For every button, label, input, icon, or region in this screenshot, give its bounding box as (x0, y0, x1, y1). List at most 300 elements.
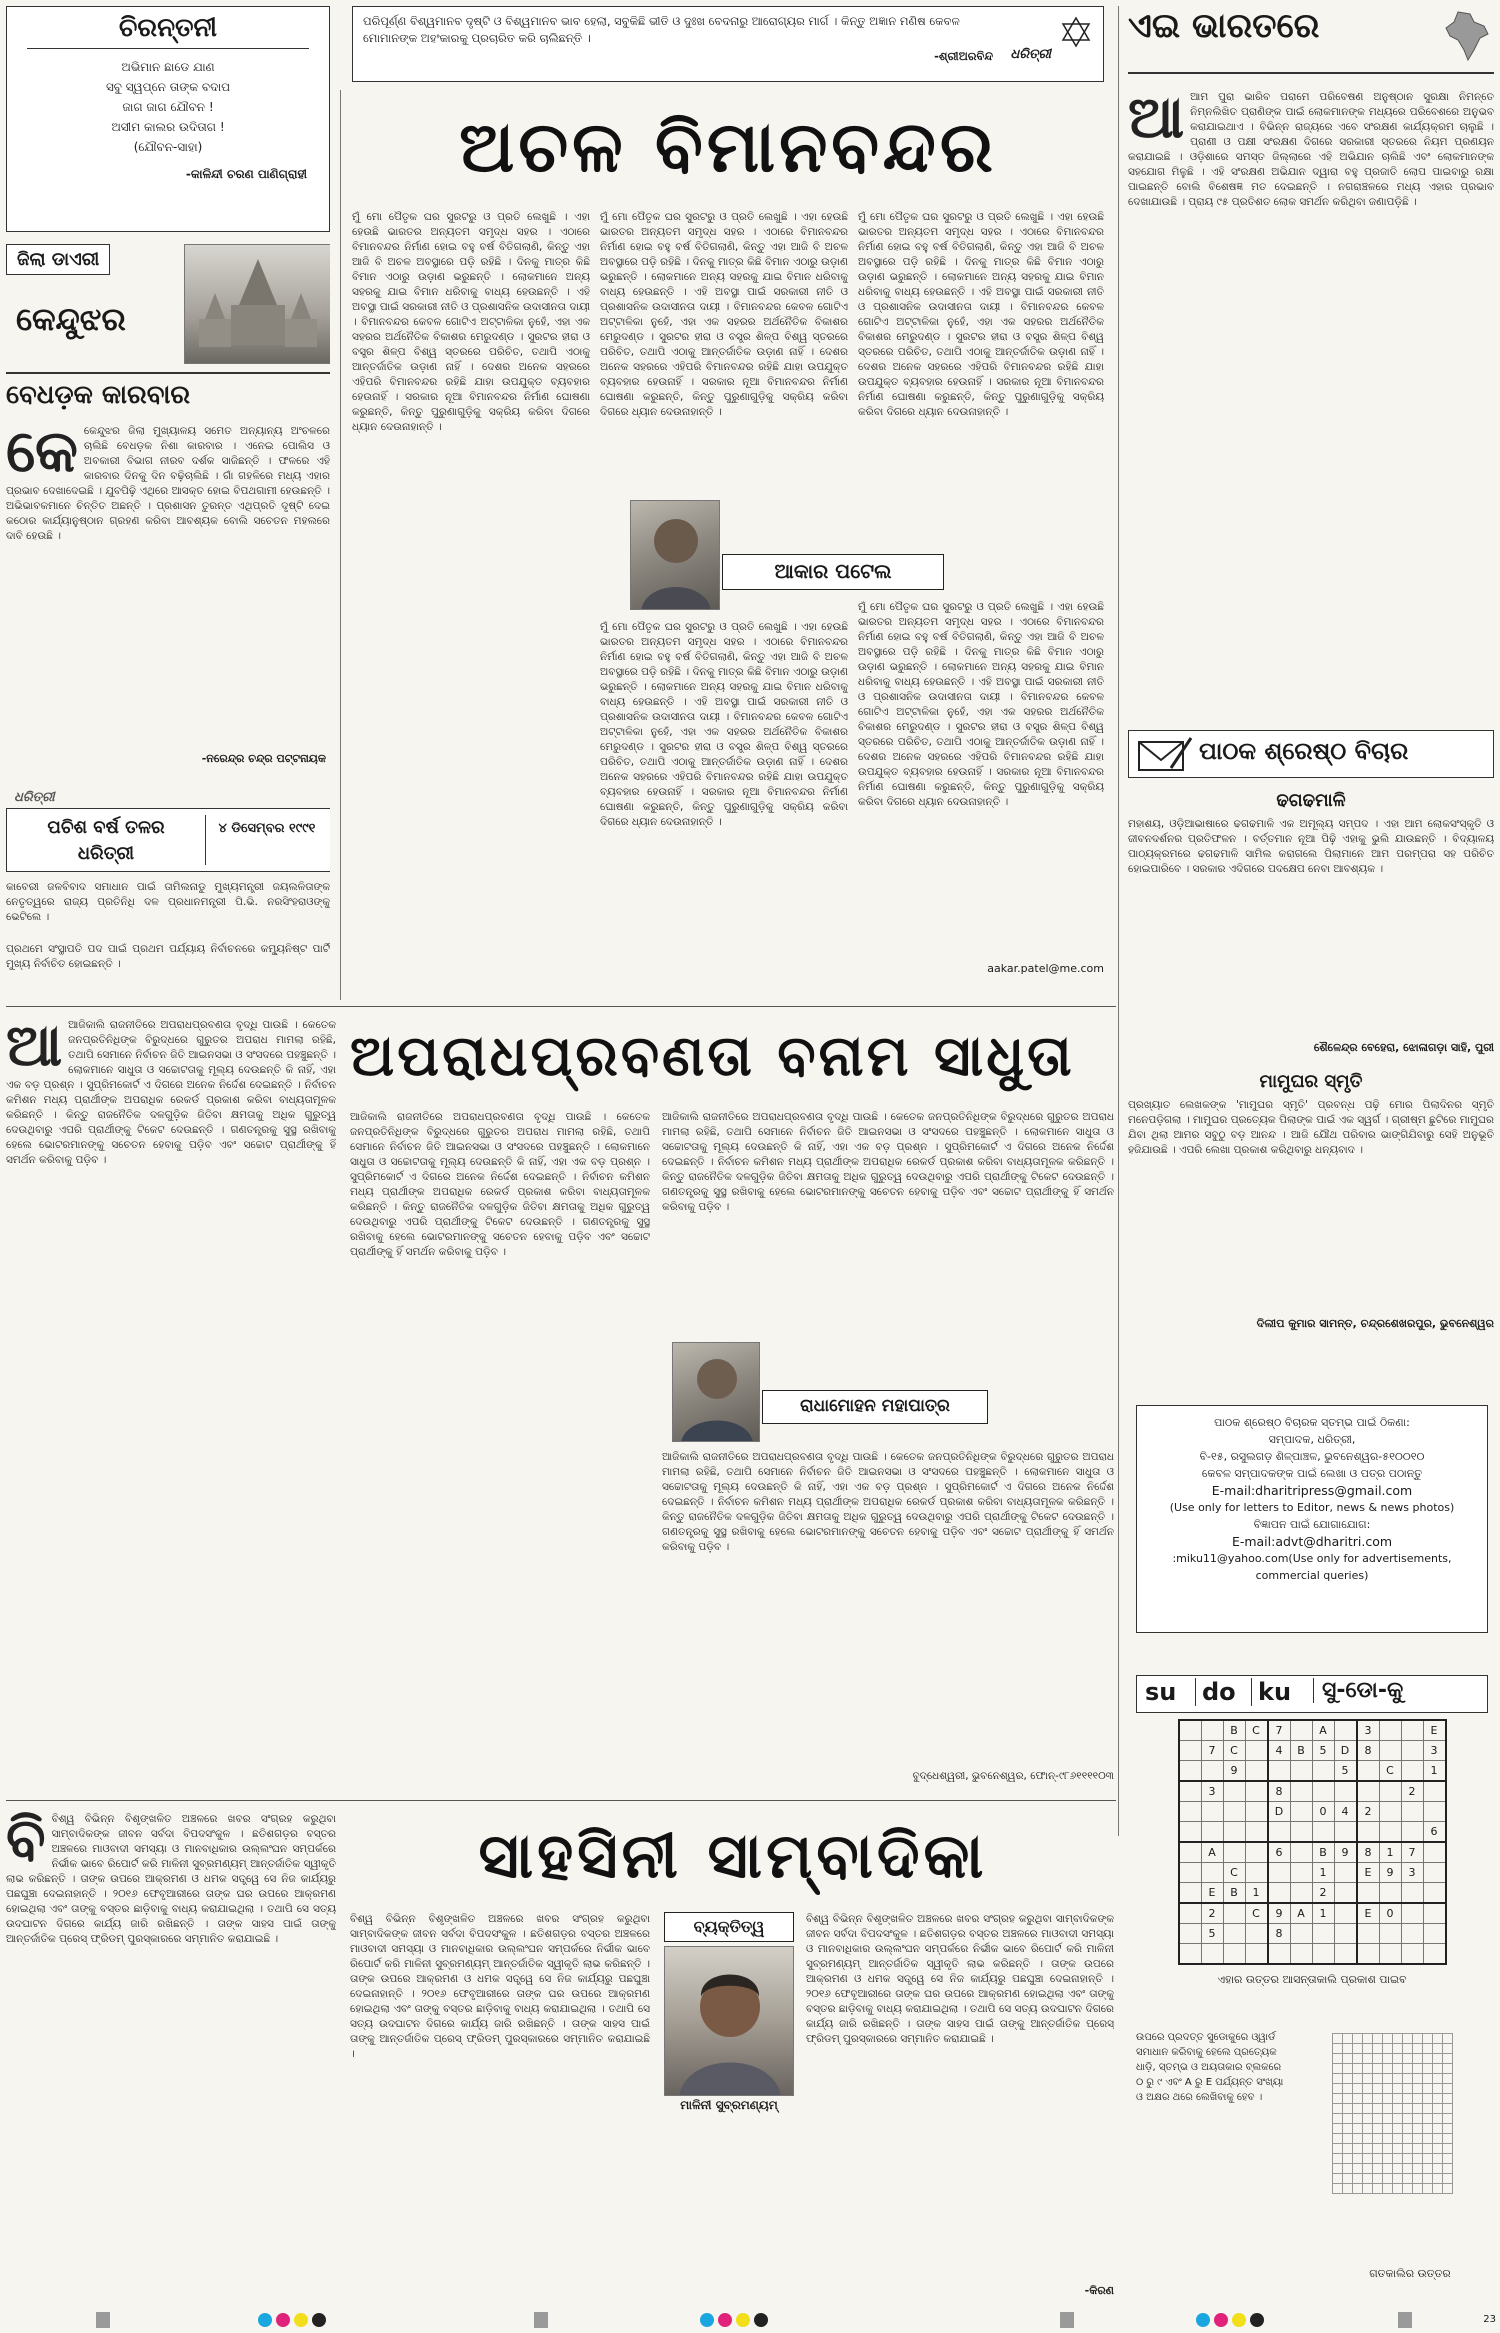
solution-cell (1373, 2094, 1383, 2104)
solution-cell (1383, 2044, 1393, 2054)
sudoku-cell[interactable]: C (1223, 1863, 1245, 1883)
sudoku-cell[interactable]: 2 (1401, 1781, 1423, 1802)
sudoku-cell[interactable]: A (1201, 1842, 1223, 1863)
solution-cell (1443, 2124, 1453, 2134)
crime-dropcap: ଆ (6, 1018, 63, 1079)
sudoku-cell[interactable] (1423, 1863, 1446, 1883)
solution-cell (1383, 2184, 1393, 2194)
sudoku-cell[interactable]: 5 (1334, 1761, 1357, 1782)
sudoku-cell[interactable]: 1 (1423, 1761, 1446, 1782)
sudoku-cell[interactable]: 4 (1334, 1802, 1357, 1822)
solution-cell (1383, 2074, 1393, 2084)
solution-cell (1413, 2164, 1423, 2174)
solution-cell (1373, 2104, 1383, 2114)
solution-cell (1383, 2054, 1393, 2064)
solution-cell (1443, 2084, 1453, 2094)
solution-cell (1433, 2114, 1443, 2124)
sudoku-cell[interactable]: 9 (1334, 1842, 1357, 1863)
sudoku-cell[interactable] (1179, 1863, 1202, 1883)
sudoku-cell[interactable] (1179, 1802, 1202, 1822)
sudoku-cell[interactable]: 3 (1357, 1720, 1380, 1741)
sudoku-cell[interactable] (1223, 1822, 1245, 1843)
sudoku-cell[interactable] (1290, 1944, 1312, 1965)
sudoku-cell[interactable] (1312, 1924, 1334, 1944)
sudoku-cell[interactable] (1290, 1822, 1312, 1843)
pachisha-title: ପଚିଶ ବର୍ଷ ତଳର ଧରିତ୍ରୀ (47, 817, 165, 864)
solution-cell (1393, 2174, 1403, 2184)
sudoku-cell[interactable] (1179, 1741, 1202, 1761)
sudoku-cell[interactable] (1312, 1761, 1334, 1782)
sudoku-cell[interactable] (1401, 1720, 1423, 1741)
solution-cell (1403, 2064, 1413, 2074)
solution-cell (1413, 2084, 1423, 2094)
sudoku-footer: ଏହାର ଉତ୍ତର ଆସନ୍ତାକାଲି ପ୍ରକାଶ ପାଇବ (1217, 1973, 1407, 1986)
advt-email-2[interactable]: :miku11@yahoo.com(Use only for advertisements, commercial queries) (1172, 1552, 1452, 1582)
solution-cell (1363, 2124, 1373, 2134)
sudoku-cell[interactable] (1401, 1802, 1423, 1822)
solution-cell (1443, 2104, 1453, 2114)
sudoku-cell[interactable] (1201, 1822, 1223, 1843)
sudoku-cell[interactable] (1179, 1883, 1202, 1904)
sudoku-title (1136, 1675, 1488, 1713)
sudoku-cell[interactable] (1334, 1720, 1357, 1741)
sudoku-cell[interactable] (1179, 1903, 1202, 1924)
solution-cell (1363, 2034, 1373, 2044)
sudoku-cell[interactable]: B (1223, 1720, 1245, 1741)
jilla-diary-section (6, 244, 330, 784)
portrait-icon (631, 501, 720, 610)
sudoku-row (1179, 1903, 1446, 1924)
sudoku-cell[interactable]: B (1312, 1842, 1334, 1863)
registration-bar (534, 2312, 548, 2328)
solution-cell (1333, 2064, 1343, 2074)
solution-row (1333, 2124, 1453, 2134)
sudoku-cell[interactable]: A (1312, 1720, 1334, 1741)
sudoku-cell[interactable] (1245, 1842, 1268, 1863)
pachisha-logo: ଧରିତ୍ରୀ (14, 790, 55, 805)
sudoku-cell[interactable]: B (1290, 1741, 1312, 1761)
solution-cell (1413, 2144, 1423, 2154)
sudoku-cell[interactable] (1179, 1761, 1202, 1782)
solution-cell (1403, 2184, 1413, 2194)
sudoku-cell[interactable]: 9 (1379, 1863, 1401, 1883)
sudoku-cell[interactable]: E (1357, 1903, 1380, 1924)
sudoku-cell[interactable]: 9 (1268, 1903, 1291, 1924)
solution-cell (1393, 2124, 1403, 2134)
solution-cell (1363, 2154, 1373, 2164)
main-article-email[interactable]: aakar.patel@me.com (987, 962, 1104, 975)
sudoku-cell[interactable] (1334, 1944, 1357, 1965)
solution-cell (1383, 2104, 1393, 2114)
sudoku-cell[interactable] (1401, 1903, 1423, 1924)
sudoku-cell[interactable]: E (1201, 1883, 1223, 1904)
solution-cell (1353, 2144, 1363, 2154)
solution-cell (1413, 2104, 1423, 2114)
black-registration-mark (1250, 2313, 1264, 2327)
sudoku-cell[interactable] (1357, 1944, 1380, 1965)
solution-cell (1353, 2134, 1363, 2144)
solution-cell (1403, 2074, 1413, 2084)
sudoku-cell[interactable]: 8 (1357, 1741, 1380, 1761)
pachisha-item-2: ପ୍ରଥମେ ସଂସ୍ଥାପତି ପଦ ପାଇଁ ପ୍ରଥମ ପର୍ଯ୍ୟାୟ ନିର୍ବାଚନରେ କମ୍ୟୁନିଷ୍ଟ ପାର୍ଟି ମୁଖ୍ୟ ନିର୍ବାଚିତ ହୋଇଛନ୍ତି । (6, 943, 330, 970)
sudoku-cell[interactable]: 2 (1312, 1883, 1334, 1904)
sudoku-cell[interactable] (1423, 1842, 1446, 1863)
sudoku-cell[interactable]: 3 (1401, 1863, 1423, 1883)
crime-address: ବୁଦ୍ଧେଶ୍ୱରୀ, ଭୁବନେଶ୍ୱର, ଫୋନ୍-୯୮୬୧୧୧୧୦୩ (912, 1770, 1114, 1782)
solution-cell (1333, 2054, 1343, 2064)
sudoku-cell[interactable] (1290, 1781, 1312, 1802)
solution-cell (1413, 2154, 1423, 2164)
sudoku-cell[interactable]: 3 (1423, 1741, 1446, 1761)
sudoku-row (1179, 1924, 1446, 1944)
solution-cell (1333, 2184, 1343, 2194)
ajibharat-body: ଆଆମ ପୁରା ଭାରିବ ପରାମେ ପରିବେଷଣ ଅନୁଷ୍ଠାନ ସୁରକ୍ଷା ନିମନ୍ତେ ନିମ୍ନଲିଖିତ ପ୍ରାଣିଙ୍କ ପାଇଁ ଲୋକମାନଙ୍କ ମଧ୍ୟରେ ପରିବେଶରେ ଅନୁଭବ କରାଯାଇଥାଏ । ବିଭିନ୍ନ ରାଜ୍ୟରେ ଏବେ ସଂରକ୍ଷଣ କାର୍ଯ୍ୟକ୍ରମ ଚାଲୁଛି । ପ୍ରାଣୀ ଓ ପକ୍ଷୀ ସଂରକ୍ଷଣ ଦିଗରେ ସରକାରୀ ସ୍ତରରେ ନିୟମ ପ୍ରଣୟନ କରାଯାଇଛି । ଓଡ଼ିଶାରେ ସମସ୍ତ ଜିଲ୍ଲାରେ ଏହି ଅଭିଯାନ ଚାଲିଛି ଏବଂ ଲୋକମାନଙ୍କ ସହଯୋଗ ମିଳୁଛି । ଏହି ସଂରକ୍ଷଣ ଅଭିଯାନ ଦ୍ୱାରା ବହୁ ପ୍ରଜାତି ଲୋପ ପାଇବାରୁ ରକ୍ଷା ପାଇଛନ୍ତି ବୋଲି ବିଶେଷଜ୍ଞ ମତ ଦେଇଛନ୍ତି । ନଗରାଞ୍ଚଳରେ ମଧ୍ୟ ଏହାର ପ୍ରଭାବ ଦେଖାଯାଉଛି । ପ୍ରାୟ ୯୫ ପ୍ରତିଶତ ଲୋକ ସମର୍ଥନ କରିଥିବା ଜଣାପଡ଼ିଛି । (1128, 83, 1494, 208)
sudoku-cell[interactable]: D (1268, 1802, 1291, 1822)
solution-cell (1433, 2094, 1443, 2104)
temple-photo (184, 244, 330, 364)
yellow-registration-mark (736, 2313, 750, 2327)
solution-cell (1413, 2124, 1423, 2134)
quote-text: ପରିପୂର୍ଣ୍ଣ ବିଶ୍ୱମାନବ ଦୃଷ୍ଟି ଓ ବିଶ୍ୱମାନବ ଭାବ ହେଲା, ସବୁକିଛି ଭୀତି ଓ ଦୁଃଖ ବେଦନାରୁ ଆରୋଗ୍ୟର ମାର୍ଗ । କିନ୍ତୁ ଅଜ୍ଞାନ ମଣିଷ କେବଳ ମୋମାନଙ୍କ ଅହଂକାରକୁ ପ୍ରଚାରିତ କରି ଚାଲିଛନ୍ତି । (363, 14, 960, 45)
sudoku-cell[interactable] (1245, 1761, 1268, 1782)
sudoku-cell[interactable] (1179, 1924, 1202, 1944)
sudoku-cell[interactable]: 8 (1357, 1842, 1380, 1863)
editor-email-note: (Use only for letters to Editor, news & news photos) (1169, 1501, 1455, 1514)
reader-header-title: ପାଠକ ଶ୍ରେଷ୍ଠ ବିଚାର (1199, 737, 1409, 765)
author-name-radhamohan: ରାଧାମୋହନ ମହାପାତ୍ର (762, 1390, 988, 1424)
sudoku-cell[interactable] (1290, 1720, 1312, 1741)
solution-row (1333, 2174, 1453, 2184)
jilla-diary-headline: ବେଧଡ଼କ କାରବାର (6, 372, 330, 411)
solution-cell (1333, 2114, 1343, 2124)
sudoku-solution-grid (1332, 2033, 1453, 2194)
solution-cell (1433, 2034, 1443, 2044)
solution-cell (1343, 2034, 1353, 2044)
sudoku-cell[interactable] (1268, 1944, 1291, 1965)
sudoku-cell[interactable] (1401, 1944, 1423, 1965)
sudoku-cell[interactable] (1268, 1822, 1291, 1843)
solution-cell (1423, 2154, 1433, 2164)
solution-cell (1373, 2034, 1383, 2044)
sudoku-cell[interactable] (1290, 1761, 1312, 1782)
sudoku-cell[interactable] (1179, 1720, 1202, 1741)
solution-row (1333, 2054, 1453, 2064)
sudoku-cell[interactable] (1223, 1903, 1245, 1924)
main-article-col-3: ମୁଁ ମୋ ପୈତୃକ ଘର ସୁରଟରୁ ଓ ପ୍ରତି ଲେଖୁଛି । ଏହା ହେଉଛି ଭାରତର ଅନ୍ୟତମ ସମୃଦ୍ଧ ସହର । ଏଠାରେ ବିମାନବନ୍ଦର ନିର୍ମାଣ ହୋଇ ବହୁ ବର୍ଷ ବିତିଗଲାଣି, କିନ୍ତୁ ଏହା ଆଜି ବି ଅଚଳ ଅବସ୍ଥାରେ ପଡ଼ି ରହିଛି । ଦିନକୁ ମାତ୍ର କିଛି ବିମାନ ଏଠାରୁ ଉଡ଼ାଣ ଭରୁଛନ୍ତି । ଲୋକମାନେ ଅନ୍ୟ ସହରକୁ ଯାଇ ବିମାନ ଧରିବାକୁ ବାଧ୍ୟ ହେଉଛନ୍ତି । ଏହି ଅବସ୍ଥା ପାଇଁ ସରକାରୀ ନୀତି ଓ ପ୍ରଶାସନିକ ଉଦାସୀନତା ଦାୟୀ । ବିମାନବନ୍ଦର କେବଳ ଗୋଟିଏ ଅଟ୍ଟାଳିକା ନୁହେଁ, ଏହା ଏକ ସହରର ଅର୍ଥନୈତିକ ବିକାଶର ମେରୁଦଣ୍ଡ । ସୁରଟର ହୀରା ଓ ବସ୍ତ୍ର ଶିଳ୍ପ ବିଶ୍ୱ ସ୍ତରରେ ପରିଚିତ, ତଥାପି ଏଠାକୁ ଆନ୍ତର୍ଜାତିକ ଉଡ଼ାଣ ନାହିଁ । ଦେଶର ଅନେକ ସହରରେ ଏହିପରି ବିମାନବନ୍ଦର ରହିଛି ଯାହା ଉପଯୁକ୍ତ ବ୍ୟବହାର ହେଉନାହିଁ । ସରକାର ନୂଆ ବିମାନବନ୍ଦର ନିର୍ମାଣ ଘୋଷଣା କରୁଛନ୍ତି, କିନ୍ତୁ ପୁରୁଣାଗୁଡ଼ିକୁ ସକ୍ରିୟ କରିବା ଦିଗରେ ଧ୍ୟାନ ଦେଉନାହାନ୍ତି । (858, 211, 1104, 418)
sudoku-cell[interactable]: 0 (1379, 1903, 1401, 1924)
solution-cell (1443, 2144, 1453, 2154)
solution-cell (1373, 2074, 1383, 2084)
sudoku-cell[interactable] (1201, 1761, 1223, 1782)
sudoku-cell[interactable] (1245, 1944, 1268, 1965)
solution-cell (1423, 2094, 1433, 2104)
sudoku-cell[interactable] (1334, 1822, 1357, 1843)
solution-cell (1403, 2044, 1413, 2054)
solution-cell (1403, 2084, 1413, 2094)
contact-line-4: କେବଳ ସମ୍ପାଦକଙ୍କ ପାଇଁ ଲେଖା ଓ ପତ୍ର ପଠାନ୍ତୁ (1201, 1467, 1423, 1480)
sudoku-cell[interactable] (1268, 1761, 1291, 1782)
letter-1-author: ଶୈଳେନ୍ଦ୍ର ବେହେରା, ଝୋଳାଗଡ଼ା ସାହି, ପୁରୀ (1313, 1041, 1494, 1054)
sudoku-cell[interactable]: A (1290, 1903, 1312, 1924)
sudoku-cell[interactable] (1379, 1781, 1401, 1802)
sudoku-cell[interactable] (1334, 1781, 1357, 1802)
solution-cell (1343, 2144, 1353, 2154)
contact-line-2: ସମ୍ପାଦକ, ଧରିତ୍ରୀ, (1268, 1433, 1356, 1446)
sudoku-cell[interactable]: C (1245, 1903, 1268, 1924)
quote-author: -ଶ୍ରୀଅରବିନ୍ଦ (934, 49, 993, 63)
solution-cell (1363, 2174, 1373, 2184)
sudoku-cell[interactable] (1334, 1924, 1357, 1944)
solution-cell (1383, 2154, 1393, 2164)
sudoku-cell[interactable]: 3 (1201, 1781, 1223, 1802)
sudoku-cell[interactable] (1423, 1802, 1446, 1822)
solution-cell (1333, 2124, 1343, 2134)
solution-cell (1373, 2064, 1383, 2074)
solution-cell (1393, 2044, 1403, 2054)
sudoku-cell[interactable]: 7 (1401, 1842, 1423, 1863)
solution-row (1333, 2154, 1453, 2164)
sudoku-cell[interactable] (1201, 1863, 1223, 1883)
solution-cell (1373, 2164, 1383, 2174)
pachisha-section (6, 790, 330, 1000)
solution-cell (1333, 2104, 1343, 2114)
solution-cell (1353, 2084, 1363, 2094)
sudoku-cell[interactable]: 8 (1268, 1924, 1291, 1944)
sudoku-cell[interactable]: E (1357, 1863, 1380, 1883)
sudoku-cell[interactable] (1290, 1883, 1312, 1904)
sudoku-row (1179, 1761, 1446, 1782)
sudoku-cell[interactable] (1379, 1924, 1401, 1944)
crime-col-3: ଆଜିକାଲି ରାଜନୀତିରେ ଅପରାଧପ୍ରବଣତା ବୃଦ୍ଧି ପାଉଛି । କେତେକ ଜନପ୍ରତିନିଧିଙ୍କ ବିରୁଦ୍ଧରେ ଗୁରୁତର ଅପରାଧ ମାମଲା ରହିଛି, ତଥାପି ସେମାନେ ନିର୍ବାଚନ ଜିତି ଆଇନସଭା ଓ ସଂସଦରେ ପହଞ୍ଚୁଛନ୍ତି । ଲୋକମାନେ ସାଧୁତା ଓ ସଚ୍ଚୋଟତାକୁ ମୂଲ୍ୟ ଦେଉଛନ୍ତି କି ନାହିଁ, ଏହା ଏକ ବଡ଼ ପ୍ରଶ୍ନ । ସୁପ୍ରିମକୋର୍ଟ ଏ ଦିଗରେ ଅନେକ ନିର୍ଦ୍ଦେଶ ଦେଇଛନ୍ତି । ନିର୍ବାଚନ କମିଶନ ମଧ୍ୟ ପ୍ରାର୍ଥୀଙ୍କ ଅପରାଧିକ ରେକର୍ଡ ପ୍ରକାଶ କରିବା ବାଧ୍ୟତାମୂଳକ କରିଛନ୍ତି । କିନ୍ତୁ ରାଜନୈତିକ ଦଳଗୁଡ଼ିକ ଜିତିବା କ୍ଷମତାକୁ ଅଧିକ ଗୁରୁତ୍ୱ ଦେଉଥିବାରୁ ଏପରି ପ୍ରାର୍ଥୀଙ୍କୁ ଟିକେଟ ଦେଉଛନ୍ତି । ଗଣତନ୍ତ୍ରକୁ ସୁସ୍ଥ ରଖିବାକୁ ହେଲେ ଭୋଟରମାନଙ୍କୁ ସଚେତନ ହେବାକୁ ପଡ଼ିବ ଏବଂ ସଚ୍ଚୋଟ ପ୍ରାର୍ଥୀଙ୍କୁ ହିଁ ସମର୍ଥନ କରିବାକୁ ପଡ଼ିବ । (662, 1111, 1114, 1213)
sudoku-cell[interactable] (1312, 1822, 1334, 1843)
sudoku-cell[interactable]: 1 (1245, 1883, 1268, 1904)
sudoku-cell[interactable] (1401, 1741, 1423, 1761)
sudoku-cell[interactable]: 2 (1201, 1903, 1223, 1924)
solution-cell (1443, 2074, 1453, 2084)
solution-cell (1413, 2184, 1423, 2194)
solution-cell (1443, 2094, 1453, 2104)
sudoku-cell[interactable]: 9 (1223, 1761, 1245, 1782)
ajibharat-section (1128, 6, 1494, 726)
solution-cell (1433, 2184, 1443, 2194)
solution-cell (1333, 2144, 1343, 2154)
sudoku-cell[interactable] (1179, 1944, 1202, 1965)
author-name-aakar: ଆକାର ପଟେଲ (722, 554, 944, 590)
sudoku-cell[interactable] (1423, 1944, 1446, 1965)
sudoku-cell[interactable]: 7 (1268, 1720, 1291, 1741)
journalist-col-1: ବିବିଶ୍ୱ ବିଭିନ୍ନ ବିଶୃଙ୍ଖଳିତ ଅଞ୍ଚଳରେ ଖବର ସଂଗ୍ରହ କରୁଥିବା ସାମ୍ବାଦିକଙ୍କ ଜୀବନ ସର୍ବଦା ବିପଦସଂକୁଳ । ଛତିଶଗଡ଼ର ବସ୍ତର ଅଞ୍ଚଳରେ ମାଓବାଦୀ ସମସ୍ୟା ଓ ମାନବାଧିକାର ଉଲ୍ଲଂଘନ ସମ୍ପର୍କରେ ନିର୍ଭୀକ ଭାବେ ରିପୋର୍ଟ କରି ମାଳିନୀ ସୁବ୍ରମଣ୍ୟମ୍ ଆନ୍ତର୍ଜାତିକ ସ୍ୱୀକୃତି ଲାଭ କରିଛନ୍ତି । ତାଙ୍କ ଉପରେ ଆକ୍ରମଣ ଓ ଧମକ ସତ୍ତ୍ୱେ ସେ ନିଜ କାର୍ଯ୍ୟରୁ ପଛଘୁଞ୍ଚା ଦେଇନାହାନ୍ତି । ୨୦୧୬ ଫେବୃଆରୀରେ ତାଙ୍କ ଘର ଉପରେ ଆକ୍ରମଣ ହୋଇଥିଲା ଏବଂ ତାଙ୍କୁ ବସ୍ତର ଛାଡ଼ିବାକୁ ବାଧ୍ୟ କରାଯାଇଥିଲା । ତଥାପି ସେ ସତ୍ୟ ଉଦଘାଟନ ଦିଗରେ କାର୍ଯ୍ୟ ଜାରି ରଖିଛନ୍ତି । ତାଙ୍କ ସାହସ ପାଇଁ ତାଙ୍କୁ ଆନ୍ତର୍ଜାତିକ ପ୍ରେସ୍ ଫ୍ରିଡମ୍ ପୁରସ୍କାରରେ ସମ୍ମାନିତ କରାଯାଇଛି । (6, 1812, 336, 1945)
solution-cell (1383, 2174, 1393, 2184)
sudoku-cell[interactable]: 0 (1312, 1802, 1334, 1822)
sudoku-cell[interactable]: 6 (1268, 1842, 1291, 1863)
sudoku-cell[interactable]: C (1379, 1761, 1401, 1782)
sudoku-cell[interactable] (1179, 1822, 1202, 1843)
sudoku-cell[interactable] (1312, 1781, 1334, 1802)
sudoku-cell[interactable] (1268, 1883, 1291, 1904)
sudoku-cell[interactable] (1245, 1822, 1268, 1843)
sudoku-cell[interactable] (1223, 1842, 1245, 1863)
sudoku-cell[interactable]: C (1223, 1741, 1245, 1761)
solution-cell (1383, 2124, 1393, 2134)
sudoku-cell[interactable] (1223, 1802, 1245, 1822)
sudoku-cell[interactable] (1179, 1842, 1202, 1863)
solution-cell (1413, 2134, 1423, 2144)
editor-email[interactable]: E-mail:dharitripress@gmail.com (1211, 1483, 1413, 1498)
sudoku-cell[interactable] (1401, 1822, 1423, 1843)
sudoku-grid[interactable] (1178, 1719, 1447, 1965)
sudoku-cell[interactable]: 1 (1312, 1863, 1334, 1883)
letter-2-author: ଦିଲୀପ କୁମାର ସାମନ୍ତ, ଚନ୍ଦ୍ରଶେଖରପୁର, ଭୁବନେଶ୍ୱର (1256, 1317, 1494, 1330)
solution-cell (1443, 2114, 1453, 2124)
sudoku-cell[interactable]: 5 (1201, 1924, 1223, 1944)
solution-cell (1403, 2114, 1413, 2124)
jilla-diary-author: -ନରେନ୍ଦ୍ର ଚନ୍ଦ୍ର ପଟ୍ଟନାୟକ (201, 752, 326, 765)
sudoku-cell[interactable] (1423, 1781, 1446, 1802)
solution-cell (1393, 2134, 1403, 2144)
main-article-col-2b: ମୁଁ ମୋ ପୈତୃକ ଘର ସୁରଟରୁ ଓ ପ୍ରତି ଲେଖୁଛି । ଏହା ହେଉଛି ଭାରତର ଅନ୍ୟତମ ସମୃଦ୍ଧ ସହର । ଏଠାରେ ବିମାନବନ୍ଦର ନିର୍ମାଣ ହୋଇ ବହୁ ବର୍ଷ ବିତିଗଲାଣି, କିନ୍ତୁ ଏହା ଆଜି ବି ଅଚଳ ଅବସ୍ଥାରେ ପଡ଼ି ରହିଛି । ଦିନକୁ ମାତ୍ର କିଛି ବିମାନ ଏଠାରୁ ଉଡ଼ାଣ ଭରୁଛନ୍ତି । ଲୋକମାନେ ଅନ୍ୟ ସହରକୁ ଯାଇ ବିମାନ ଧରିବାକୁ ବାଧ୍ୟ ହେଉଛନ୍ତି । ଏହି ଅବସ୍ଥା ପାଇଁ ସରକାରୀ ନୀତି ଓ ପ୍ରଶାସନିକ ଉଦାସୀନତା ଦାୟୀ । ବିମାନବନ୍ଦର କେବଳ ଗୋଟିଏ ଅଟ୍ଟାଳିକା ନୁହେଁ, ଏହା ଏକ ସହରର ଅର୍ଥନୈତିକ ବିକାଶର ମେରୁଦଣ୍ଡ । ସୁରଟର ହୀରା ଓ ବସ୍ତ୍ର ଶିଳ୍ପ ବିଶ୍ୱ ସ୍ତରରେ ପରିଚିତ, ତଥାପି ଏଠାକୁ ଆନ୍ତର୍ଜାତିକ ଉଡ଼ାଣ ନାହିଁ । ଦେଶର ଅନେକ ସହରରେ ଏହିପରି ବିମାନବନ୍ଦର ରହିଛି ଯାହା ଉପଯୁକ୍ତ ବ୍ୟବହାର ହେଉନାହିଁ । ସରକାର ନୂଆ ବିମାନବନ୍ଦର ନିର୍ମାଣ ଘୋଷଣା କରୁଛନ୍ତି, କିନ୍ତୁ ପୁରୁଣାଗୁଡ଼ିକୁ ସକ୍ରିୟ କରିବା ଦିଗରେ ଧ୍ୟାନ ଦେଉନାହାନ୍ତି । (600, 621, 848, 828)
solution-cell (1403, 2144, 1413, 2154)
sudoku-cell[interactable] (1223, 1944, 1245, 1965)
solution-cell (1403, 2124, 1413, 2134)
sudoku-cell[interactable] (1245, 1802, 1268, 1822)
solution-cell (1393, 2054, 1403, 2064)
sudoku-cell[interactable] (1290, 1802, 1312, 1822)
solution-cell (1383, 2094, 1393, 2104)
solution-row (1333, 2164, 1453, 2174)
sudoku-cell[interactable] (1379, 1883, 1401, 1904)
sudoku-cell[interactable] (1245, 1781, 1268, 1802)
registration-bar (1060, 2312, 1074, 2328)
sudoku-cell[interactable] (1379, 1822, 1401, 1843)
solution-cell (1423, 2044, 1433, 2054)
sudoku-row (1179, 1741, 1446, 1761)
sudoku-cell[interactable]: 4 (1268, 1741, 1291, 1761)
registration-bar (96, 2312, 110, 2328)
sudoku-cell[interactable] (1268, 1863, 1291, 1883)
sudoku-cell[interactable] (1379, 1741, 1401, 1761)
sudoku-cell[interactable]: 8 (1268, 1781, 1291, 1802)
solution-cell (1413, 2074, 1423, 2084)
chirantani-box (6, 6, 330, 232)
solution-cell (1333, 2034, 1343, 2044)
sudoku-cell[interactable]: 7 (1201, 1741, 1223, 1761)
sudoku-cell[interactable] (1290, 1924, 1312, 1944)
solution-row (1333, 2094, 1453, 2104)
sudoku-cell[interactable]: C (1245, 1720, 1268, 1741)
solution-cell (1443, 2064, 1453, 2074)
sudoku-cell[interactable] (1334, 1883, 1357, 1904)
sudoku-row (1179, 1822, 1446, 1843)
solution-cell (1433, 2064, 1443, 2074)
pachisha-date: ୪ ଡିସେମ୍ବର ୧୯୯୧ (218, 821, 316, 836)
sudoku-cell[interactable] (1290, 1863, 1312, 1883)
sudoku-cell[interactable] (1334, 1863, 1357, 1883)
jilla-diary-district: କେନ୍ଦୁଝର (16, 300, 126, 338)
sudoku-title-do: do (1195, 1678, 1236, 1706)
sudoku-cell[interactable]: 1 (1312, 1903, 1334, 1924)
sudoku-cell[interactable]: E (1423, 1720, 1446, 1741)
solution-cell (1393, 2094, 1403, 2104)
solution-cell (1373, 2144, 1383, 2154)
letter-1-body: ମହାଶୟ, ଓଡ଼ିଆଭାଷାରେ ଢଗଢମାଳି ଏକ ଅମୂଲ୍ୟ ସମ୍ପଦ । ଏହା ଆମ ଲୋକସଂସ୍କୃତି ଓ ଜୀବନଦର୍ଶନର ପ୍ରତିଫଳନ । ବର୍ତ୍ତମାନ ନୂଆ ପିଢ଼ି ଏହାକୁ ଭୁଲି ଯାଉଛନ୍ତି । ବିଦ୍ୟାଳୟ ପାଠ୍ୟକ୍ରମରେ ଢଗଢମାଳି ସାମିଲ କରାଗଲେ ପିଲାମାନେ ଆମ ପରମ୍ପରା ସହ ପରିଚିତ ହୋଇପାରିବେ । ସରକାର ଏଦିଗରେ ପଦକ୍ଷେପ ନେବା ଆବଶ୍ୟକ । (1128, 818, 1494, 875)
solution-cell (1403, 2034, 1413, 2044)
sudoku-cell[interactable] (1379, 1802, 1401, 1822)
advt-email[interactable]: E-mail:advt@dharitri.com (1231, 1534, 1393, 1549)
sudoku-cell[interactable]: 6 (1423, 1822, 1446, 1843)
sudoku-cell[interactable] (1201, 1944, 1223, 1965)
sudoku-cell[interactable] (1290, 1842, 1312, 1863)
journalist-dropcap: ବି (6, 1812, 46, 1873)
sudoku-cell[interactable] (1401, 1883, 1423, 1904)
solution-cell (1333, 2134, 1343, 2144)
solution-cell (1343, 2164, 1353, 2174)
dharitri-logo: ଧରିତ୍ରୀ (1010, 47, 1051, 62)
solution-cell (1383, 2064, 1393, 2074)
solution-cell (1443, 2174, 1453, 2184)
sudoku-cell[interactable] (1357, 1883, 1380, 1904)
solution-cell (1363, 2094, 1373, 2104)
solution-cell (1373, 2054, 1383, 2064)
solution-cell (1393, 2114, 1403, 2124)
sudoku-cell[interactable] (1423, 1903, 1446, 1924)
sudoku-cell[interactable] (1379, 1720, 1401, 1741)
sudoku-cell[interactable] (1423, 1924, 1446, 1944)
sudoku-cell[interactable] (1223, 1924, 1245, 1944)
author-photo-radhamohan (672, 1342, 760, 1442)
sudoku-cell[interactable] (1357, 1924, 1380, 1944)
sudoku-cell[interactable] (1245, 1741, 1268, 1761)
sudoku-cell[interactable] (1334, 1903, 1357, 1924)
solution-cell (1353, 2034, 1363, 2044)
magenta-registration-mark (276, 2313, 290, 2327)
sudoku-cell[interactable]: D (1334, 1741, 1357, 1761)
sudoku-cell[interactable]: 1 (1379, 1842, 1401, 1863)
sudoku-cell[interactable]: 2 (1357, 1802, 1380, 1822)
sudoku-cell[interactable] (1179, 1781, 1202, 1802)
sudoku-cell[interactable] (1201, 1720, 1223, 1741)
solution-cell (1413, 2044, 1423, 2054)
solution-cell (1343, 2174, 1353, 2184)
sudoku-cell[interactable] (1357, 1781, 1380, 1802)
sudoku-cell[interactable] (1357, 1822, 1380, 1843)
sudoku-cell[interactable]: 5 (1312, 1741, 1334, 1761)
jilla-diary-body: କେକେନ୍ଦୁଝର ଜିଲା ମୁଖ୍ୟାଳୟ ସମେତ ଅନ୍ୟାନ୍ୟ ଅଂଚଳରେ ଚାଲିଛି ବେଧଡ଼କ ନିଶା କାରବାର । ଏନେଇ ପୋଲିସ ଓ ଅବକାରୀ ବିଭାଗ ନୀରବ ଦର୍ଶକ ସାଜିଛନ୍ତି । ଫଳରେ ଏହି କାରବାର ଦିନକୁ ଦିନ ବଢ଼ିଚାଲିଛି । ଗାଁ ଗହଳିରେ ମଧ୍ୟ ଏହାର ପ୍ରଭାବ ଦେଖାଦେଇଛି । ଯୁବପିଢ଼ି ଏଥିରେ ଆସକ୍ତ ହୋଇ ବିପଥଗାମୀ ହେଉଛନ୍ତି । ଅଭିଭାବକମାନେ ଚିନ୍ତିତ ଅଛନ୍ତି । ପ୍ରଶାସନ ତୁରନ୍ତ ଏଥିପ୍ରତି ଦୃଷ୍ଟି ଦେଇ କଠୋର କାର୍ଯ୍ୟାନୁଷ୍ଠାନ ଗ୍ରହଣ କରିବା ଆବଶ୍ୟକ ବୋଲି ସଚେତନ ମହଲରେ ଦାବି ହେଉଛି । (6, 417, 330, 542)
solution-cell (1433, 2154, 1443, 2164)
solution-cell (1433, 2124, 1443, 2134)
sudoku-cell[interactable] (1379, 1944, 1401, 1965)
sudoku-cell[interactable] (1401, 1924, 1423, 1944)
sudoku-cell[interactable] (1423, 1883, 1446, 1904)
quote-box (352, 6, 1104, 82)
sudoku-cell[interactable] (1245, 1863, 1268, 1883)
jilla-diary-label: ଜିଲା ଡାଏରୀ (6, 244, 110, 275)
solution-cell (1413, 2114, 1423, 2124)
solution-cell (1333, 2154, 1343, 2164)
sudoku-cell[interactable]: B (1223, 1883, 1245, 1904)
sudoku-cell[interactable] (1245, 1924, 1268, 1944)
crime-col-2: ଆଜିକାଲି ରାଜନୀତିରେ ଅପରାଧପ୍ରବଣତା ବୃଦ୍ଧି ପାଉଛି । କେତେକ ଜନପ୍ରତିନିଧିଙ୍କ ବିରୁଦ୍ଧରେ ଗୁରୁତର ଅପରାଧ ମାମଲା ରହିଛି, ତଥାପି ସେମାନେ ନିର୍ବାଚନ ଜିତି ଆଇନସଭା ଓ ସଂସଦରେ ପହଞ୍ଚୁଛନ୍ତି । ଲୋକମାନେ ସାଧୁତା ଓ ସଚ୍ଚୋଟତାକୁ ମୂଲ୍ୟ ଦେଉଛନ୍ତି କି ନାହିଁ, ଏହା ଏକ ବଡ଼ ପ୍ରଶ୍ନ । ସୁପ୍ରିମକୋର୍ଟ ଏ ଦିଗରେ ଅନେକ ନିର୍ଦ୍ଦେଶ ଦେଇଛନ୍ତି । ନିର୍ବାଚନ କମିଶନ ମଧ୍ୟ ପ୍ରାର୍ଥୀଙ୍କ ଅପରାଧିକ ରେକର୍ଡ ପ୍ରକାଶ କରିବା ବାଧ୍ୟତାମୂଳକ କରିଛନ୍ତି । କିନ୍ତୁ ରାଜନୈତିକ ଦଳଗୁଡ଼ିକ ଜିତିବା କ୍ଷମତାକୁ ଅଧିକ ଗୁରୁତ୍ୱ ଦେଉଥିବାରୁ ଏପରି ପ୍ରାର୍ଥୀଙ୍କୁ ଟିକେଟ ଦେଉଛନ୍ତି । ଗଣତନ୍ତ୍ରକୁ ସୁସ୍ଥ ରଖିବାକୁ ହେଲେ ଭୋଟରମାନଙ୍କୁ ସଚେତନ ହେବାକୁ ପଡ଼ିବ ଏବଂ ସଚ୍ଚୋଟ ପ୍ରାର୍ଥୀଙ୍କୁ ହିଁ ସମର୍ଥନ କରିବାକୁ ପଡ଼ିବ । (350, 1111, 650, 1258)
solution-cell (1403, 2094, 1413, 2104)
solution-cell (1363, 2064, 1373, 2074)
sudoku-cell[interactable] (1201, 1802, 1223, 1822)
sudoku-cell[interactable] (1357, 1761, 1380, 1782)
solution-row (1333, 2144, 1453, 2154)
sudoku-cell[interactable] (1223, 1781, 1245, 1802)
sudoku-cell[interactable] (1401, 1761, 1423, 1782)
solution-cell (1343, 2134, 1353, 2144)
sudoku-cell[interactable] (1312, 1944, 1334, 1965)
solution-cell (1353, 2164, 1363, 2174)
